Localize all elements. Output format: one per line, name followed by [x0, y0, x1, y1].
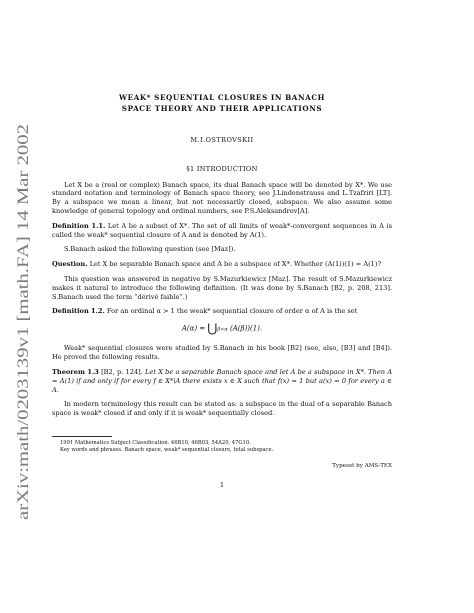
- question-label: Question.: [52, 260, 88, 269]
- arxiv-identifier-text: arXiv:math/0203139v1 [math.FA] 14 Mar 2002: [15, 223, 32, 520]
- footnote-classification: 1991 Mathematics Subject Classification. 46B10, 46B03, 54A20, 47G10.: [60, 439, 251, 446]
- title-line-2: SPACE THEORY AND THEIR APPLICATIONS: [121, 104, 323, 113]
- equation-lhs: A(α) =: [181, 324, 208, 333]
- author: M.I.OSTROVSKII: [190, 136, 254, 144]
- typeset-note: Typeset by AMS-TEX: [332, 462, 392, 469]
- modern-terminology-paragraph: In modern terminology this result can be stated as: a subspace in the dual of a separable Banach space is weak* closed if and only if it is weak* sequentially closed.: [52, 400, 392, 418]
- theorem-1-3-ref: [B2, p. 124].: [101, 367, 143, 376]
- page-number: 1: [219, 480, 225, 489]
- paper-page: [52, 92, 392, 490]
- definition-1-1: [52, 222, 392, 240]
- definition-1-1-text: Let A be a subset of X*. The set of all limits of weak*-convergent sequences in A is called the weak* sequential closure of A and is denoted by A(1).: [52, 221, 392, 239]
- footnote-keywords: Key words and phrases. Banach space, weak* sequential closure, total subspace.: [60, 446, 274, 453]
- banach-asked-paragraph: S.Banach asked the following question (see [Maz]).: [64, 245, 236, 254]
- definition-1-1-label: Definition 1.1.: [52, 221, 106, 230]
- theorem-1-3: [52, 368, 392, 394]
- definition-1-2-text: For an ordinal α > 1 the weak* sequential closure of order α of A is the set: [106, 307, 358, 316]
- studied-paragraph: Weak* sequential closures were studied by S.Banach in his book [B2] (see, also, [B3] and [B4]). He proved the following results.: [52, 344, 392, 362]
- union-index: β<α: [217, 326, 228, 333]
- answer-paragraph: This question was answered in negative by S.Mazurkiewicz [Maz]. The result of S.Mazurkiewicz makes it natural to introduce the following definition. (It was done by S.Banach [B2, p. 208, 213]. S.Banach used the term “dérivé faible”.): [52, 274, 392, 301]
- definition-1-2-label: Definition 1.2.: [52, 307, 105, 316]
- display-equation: [52, 321, 392, 336]
- intro-paragraph: Let X be a (real or complex) Banach space, its dual Banach space will be denoted by X*. We use standard notation and terminology of Banach space theory, see J.Lindenstrauss and L.Tzafriri [LT]. By a subspace we mean a linear, but not necessarily closed, subspace. We also assume some knowledge of general topology and ordinal numbers, see P.S.Aleksandrov[A].: [52, 180, 392, 215]
- title-line-1: WEAK* SEQUENTIAL CLOSURES IN BANACH: [118, 93, 326, 102]
- paper-title: [52, 92, 392, 114]
- equation-rhs: (A(β))(1).: [229, 324, 263, 333]
- footnote-rule: [52, 436, 112, 437]
- theorem-1-3-label: Theorem 1.3: [52, 367, 99, 376]
- question-text: Let X be separable Banach space and A be a subspace of X*. Whether (A(1))(1) = A(1)?: [89, 260, 381, 269]
- arxiv-identifier-stamp: [8, 120, 38, 520]
- section-heading: §1 INTRODUCTION: [186, 164, 258, 173]
- question: [52, 260, 392, 269]
- union-symbol: ⋃: [207, 321, 218, 336]
- definition-1-2: [52, 307, 392, 316]
- theorem-1-3-text: Let X be a separable Banach space and let A be a subspace in X*. Then A = A(1) if and only if for every f ∈ X*\A there exists x ∈ X such that f(x) = 1 but a(x) = 0 for every a ∈ A.: [52, 367, 392, 394]
